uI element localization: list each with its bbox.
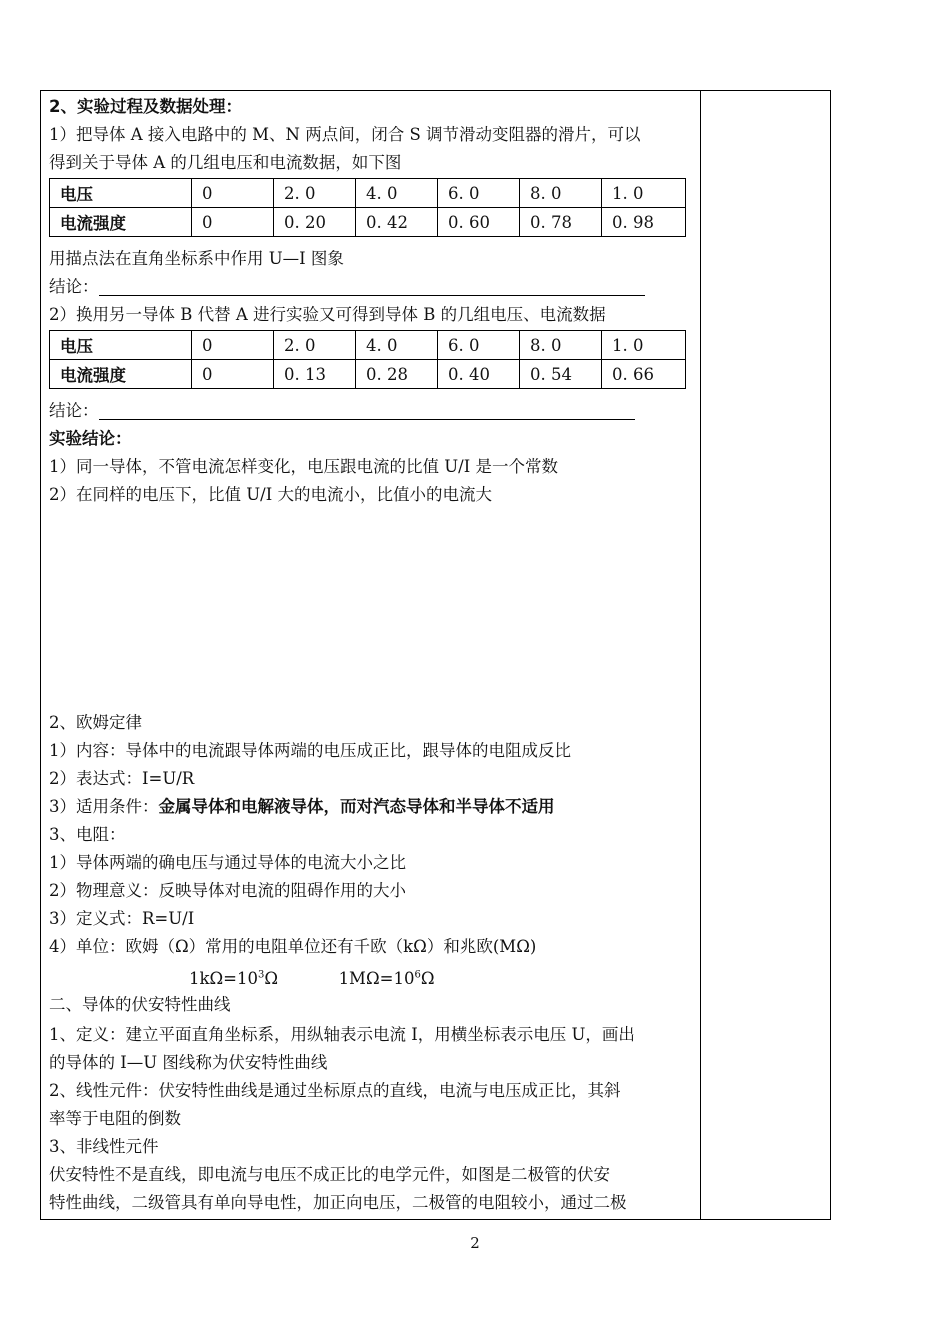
resistance-item-2: 2）物理意义：反映导体对电流的阻碍作用的大小 — [49, 881, 406, 900]
data-table-b — [49, 330, 686, 389]
unit-conversion — [189, 961, 435, 989]
conclusion-label: 结论： — [49, 277, 99, 296]
page-frame — [40, 90, 831, 1220]
iv-curve-heading: 二、导体的伏安特性曲线 — [49, 995, 231, 1014]
experiment-conclusion-heading: 实验结论： — [49, 429, 132, 448]
conversion-base: 1kΩ=10 — [189, 968, 258, 988]
table-cell: 0. 20 — [274, 208, 356, 237]
answer-blank — [99, 399, 635, 420]
iv-definition-line2: 的导体的 I—U 图线称为伏安特性曲线 — [49, 1053, 328, 1072]
table-cell: 2. 0 — [274, 331, 356, 360]
step1-line1: 1）把导体 A 接入电路中的 M、N 两点间，闭合 S 调节滑动变阻器的滑片，可以 — [49, 125, 641, 144]
conclusion-line-1 — [49, 273, 645, 301]
conversion-kohm — [189, 969, 278, 988]
ohm-content: 1）内容：导体中的电流跟导体两端的电压成正比，跟导体的电阻成反比 — [49, 741, 571, 760]
table-cell: 0. 60 — [438, 208, 520, 237]
table-cell: 0. 78 — [520, 208, 602, 237]
table-cell: 0. 66 — [602, 360, 686, 389]
table-cell: 0 — [192, 360, 274, 389]
condition-prefix: 3）适用条件： — [49, 797, 159, 816]
table-cell: 6. 0 — [438, 331, 520, 360]
section-heading: 2、实验过程及数据处理： — [49, 97, 242, 116]
step1-line2: 得到关于导体 A 的几组电压和电流数据，如下图 — [49, 153, 402, 172]
column-divider — [700, 91, 701, 1219]
table-cell: 1. 0 — [602, 331, 686, 360]
experiment-conclusion-1: 1）同一导体，不管电流怎样变化，电压跟电流的比值 U/I 是一个常数 — [49, 457, 558, 476]
row-label: 电压 — [50, 179, 192, 208]
nonlinear-line1: 伏安特性不是直线，即电流与电压不成正比的电学元件，如图是二极管的伏安 — [49, 1165, 610, 1184]
table-cell: 0 — [192, 208, 274, 237]
linear-element-line1: 2、线性元件：伏安特性曲线是通过坐标原点的直线，电流与电压成正比，其斜 — [49, 1081, 621, 1100]
table-cell: 8. 0 — [520, 179, 602, 208]
conversion-exponent: 6 — [414, 969, 421, 980]
nonlinear-line2: 特性曲线，二级管具有单向导电性，加正向电压，二极管的电阻较小，通过二极 — [49, 1193, 627, 1212]
nonlinear-heading: 3、非线性元件 — [49, 1137, 159, 1156]
conversion-exponent: 3 — [258, 969, 265, 980]
experiment-conclusion-2: 2）在同样的电压下，比值 U/I 大的电流小，比值小的电流大 — [49, 485, 492, 504]
resistance-item-3: 3）定义式：R=U/I — [49, 909, 195, 928]
conclusion-label: 结论： — [49, 401, 99, 420]
row-label: 电压 — [50, 331, 192, 360]
resistance-item-4: 4）单位：欧姆（Ω）常用的电阻单位还有千欧（kΩ）和兆欧(MΩ) — [49, 937, 537, 956]
data-table-a — [49, 178, 686, 237]
table-cell: 6. 0 — [438, 179, 520, 208]
condition-text: 金属导体和电解液导体，而对汽态导体和半导体不适用 — [158, 797, 555, 816]
table-row — [50, 331, 686, 360]
table-cell: 4. 0 — [356, 179, 438, 208]
conversion-base: 1MΩ=10 — [338, 968, 415, 988]
step2-line: 2）换用另一导体 B 代替 A 进行实验又可得到导体 B 的几组电压、电流数据 — [49, 305, 606, 324]
table-row — [50, 208, 686, 237]
plot-note: 用描点法在直角坐标系中作用 U—I 图象 — [49, 249, 344, 268]
table-cell: 4. 0 — [356, 331, 438, 360]
resistance-item-1: 1）导体两端的确电压与通过导体的电流大小之比 — [49, 853, 406, 872]
conversion-unit: Ω — [420, 968, 435, 988]
table-cell: 2. 0 — [274, 179, 356, 208]
resistance-heading: 3、电阻： — [49, 825, 126, 844]
table-row — [50, 179, 686, 208]
table-cell: 0. 42 — [356, 208, 438, 237]
table-cell: 0. 28 — [356, 360, 438, 389]
table-cell: 1. 0 — [602, 179, 686, 208]
page-number: 2 — [470, 1234, 480, 1252]
row-label: 电流强度 — [50, 360, 192, 389]
table-row — [50, 360, 686, 389]
table-cell: 0 — [192, 179, 274, 208]
row-label: 电流强度 — [50, 208, 192, 237]
conversion-unit: Ω — [264, 968, 279, 988]
table-cell: 0. 40 — [438, 360, 520, 389]
conclusion-line-2 — [49, 397, 635, 425]
answer-blank — [99, 275, 645, 296]
linear-element-line2: 率等于电阻的倒数 — [49, 1109, 181, 1128]
conversion-mohm — [339, 969, 435, 988]
table-cell: 0. 54 — [520, 360, 602, 389]
table-cell: 0. 98 — [602, 208, 686, 237]
iv-definition-line1: 1、定义：建立平面直角坐标系，用纵轴表示电流 I，用横坐标表示电压 U，画出 — [49, 1025, 635, 1044]
ohm-heading: 2、欧姆定律 — [49, 713, 142, 732]
ohm-formula: 2）表达式：I=U/R — [49, 769, 195, 788]
table-cell: 0. 13 — [274, 360, 356, 389]
table-cell: 0 — [192, 331, 274, 360]
table-cell: 8. 0 — [520, 331, 602, 360]
ohm-condition — [49, 793, 555, 821]
